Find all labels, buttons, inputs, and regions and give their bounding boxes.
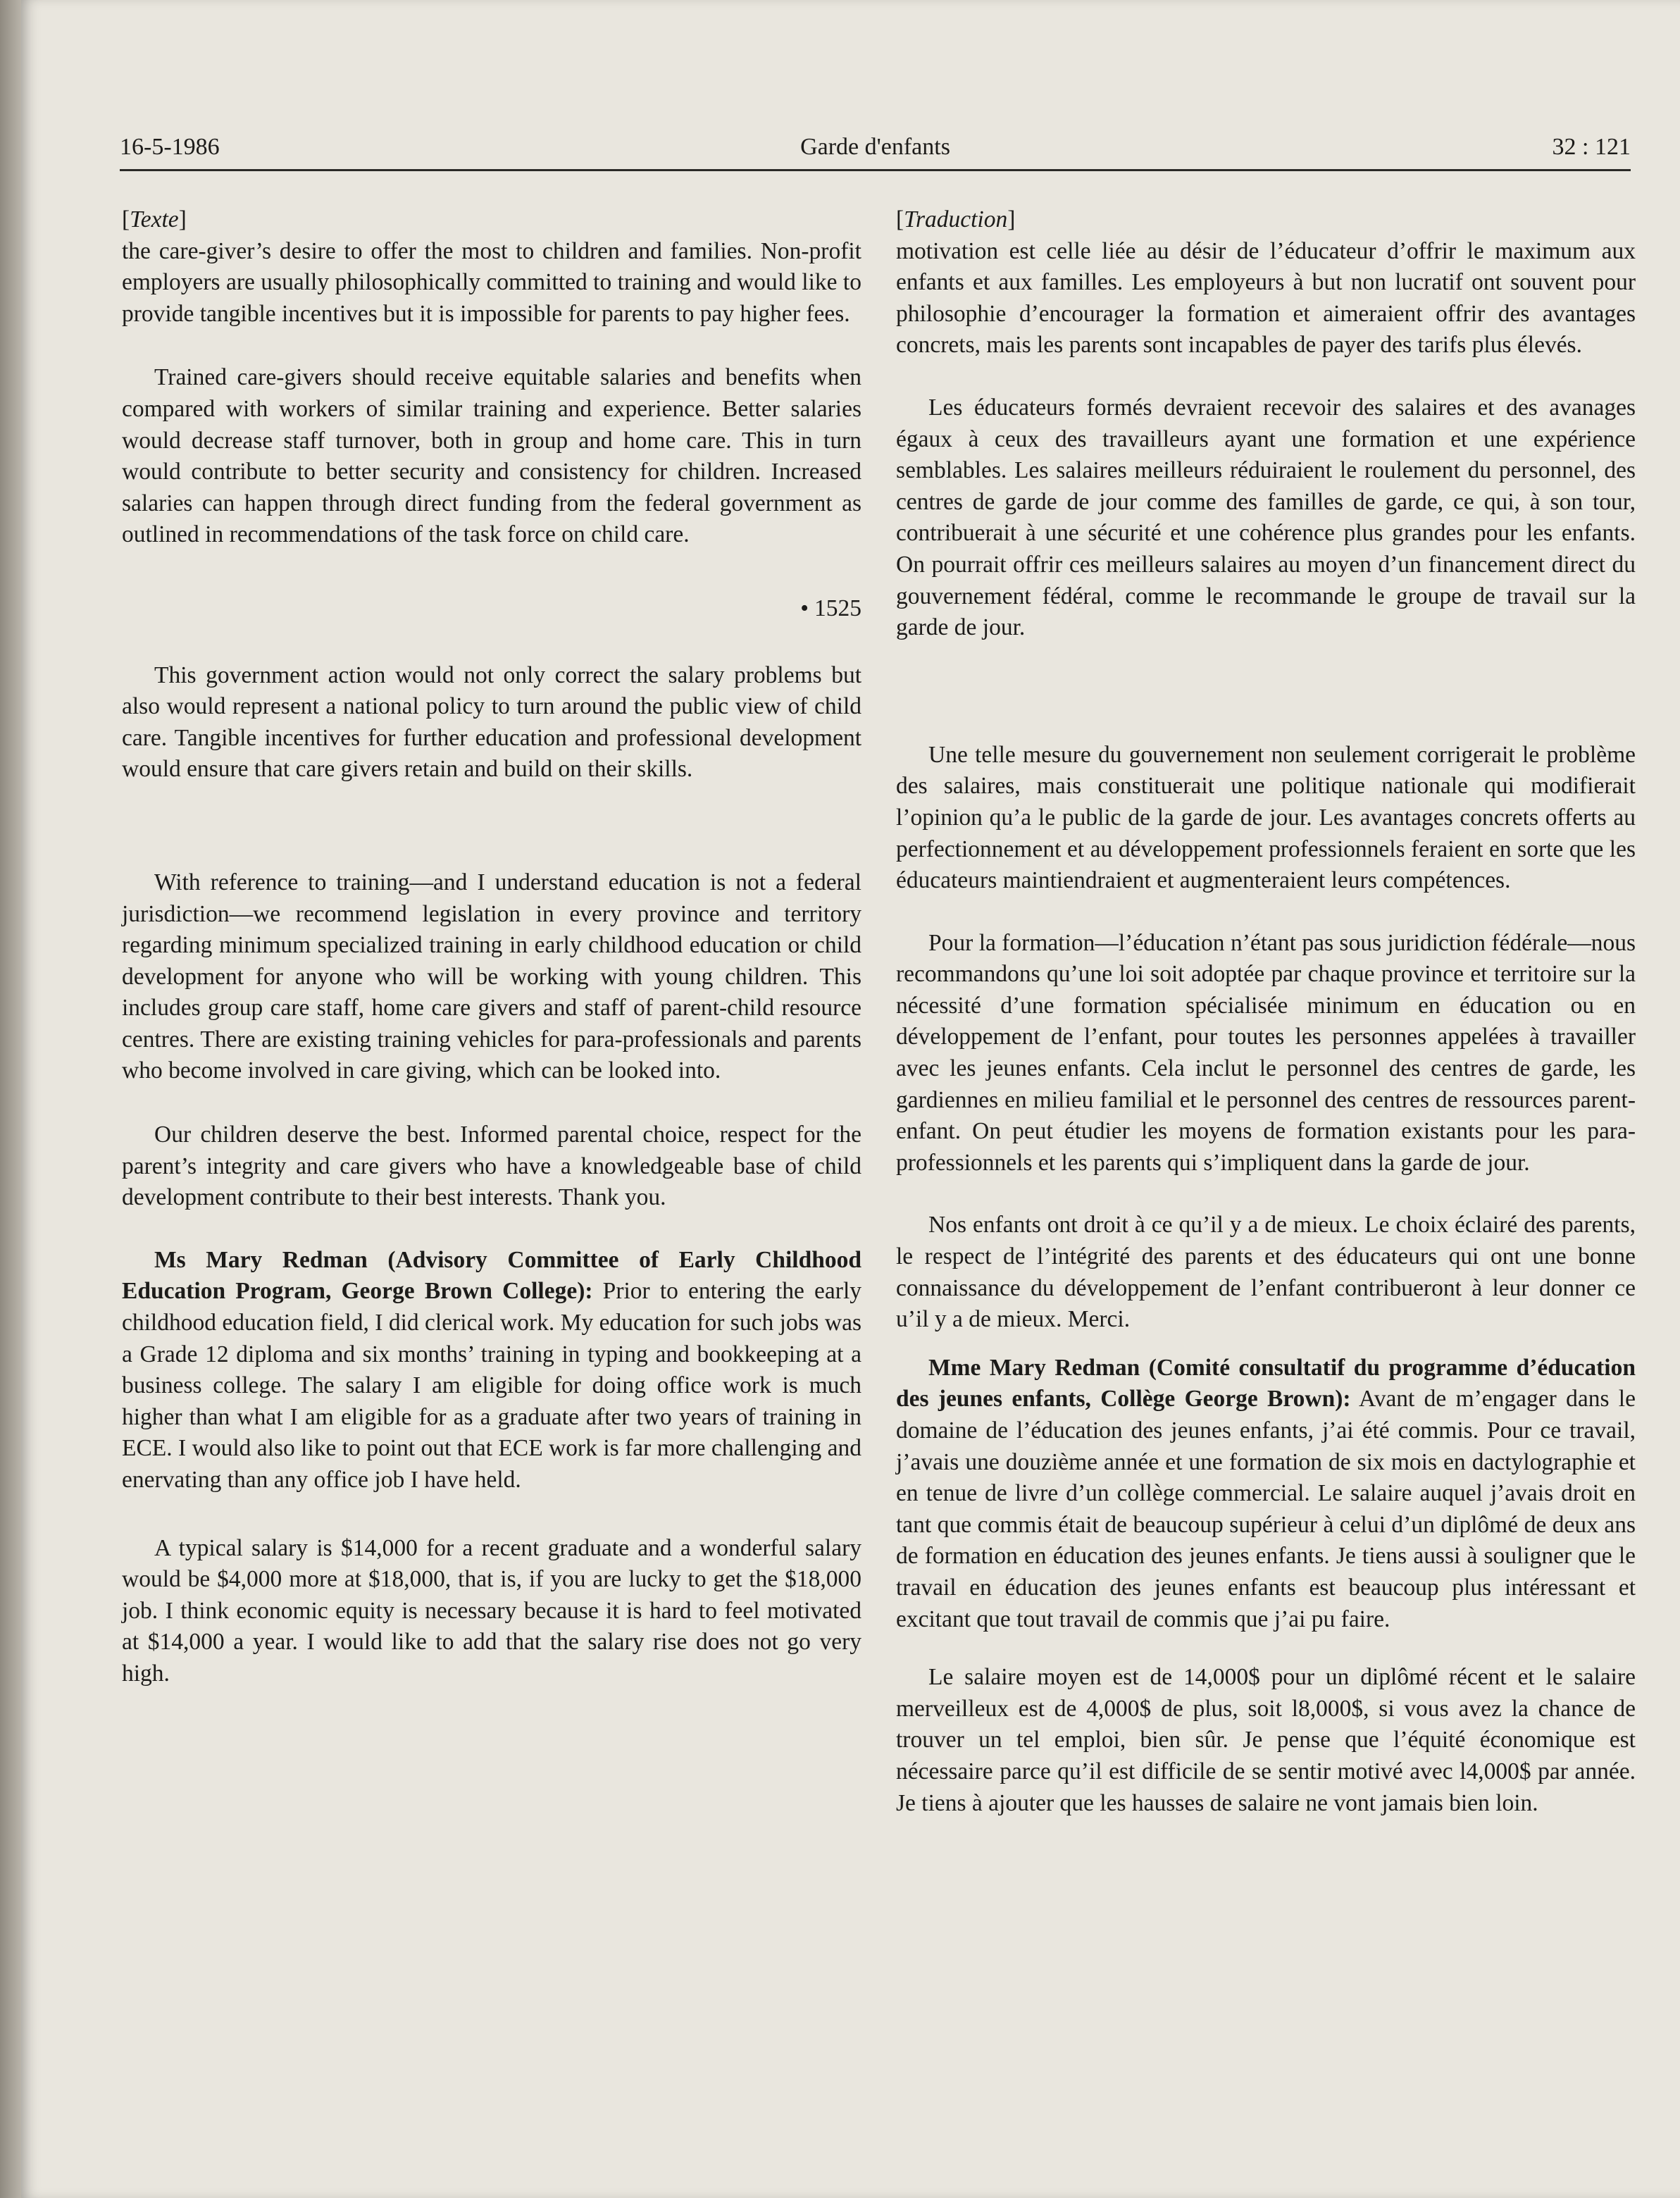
paragraph: the care-giver’s desire to offer the most to children and families. Non-profit employers are usually philosophically committed to training and would like to provide tangible incentives but it is impossible for parents to pay higher fees.: [122, 237, 861, 327]
speaker-name: Mme Mary Redman (Comité consultatif du programme d’éducation des jeunes enfants, Collège George Brown):: [896, 1354, 1636, 1412]
header-title: Garde d'enfants: [800, 134, 950, 160]
paragraph: This government action would not only correct the salary problems but also would represent a national policy to turn around the public view of child care. Tangible incentives for further education and professional development would ensure that care givers retain and build on their skills.: [122, 662, 861, 783]
speaker-name: Ms Mary Redman (Advisory Committee of Early Childhood Education Program, George Brown College):: [122, 1246, 861, 1305]
column-tag: [Traduction]: [896, 206, 1016, 232]
paragraph: With reference to training—and I understand education is not a federal jurisdiction—we recommend legislation in every province and territory regarding minimum specialized training in early childhood education or child development for anyone who will be working with young children. This includes group care staff, home care givers and staff of parent-child resource centres. There are existing training vehicles for para-professionals and parents who become involved in care giving, which can be looked into.: [122, 869, 861, 1084]
speaker-paragraph: Mme Mary Redman (Comité consultatif du programme d’éducation des jeunes enfants, Collège George Brown): Avant de m’engager dans le domaine de l’éducation des jeunes enfants, j’ai été commis. Pour ce travail, j’avais une douzième année et une formation de six mois en dactylographie et en tenue de livre d’un collège commercial. Le salaire auquel j’avais droit en tant que commis était de beaucoup supérieur à celui d’un diplômé de deux ans de formation en éducation des jeunes enfants. Je tiens aussi à souligner que le travail en éducation des jeunes enfants est beaucoup plus intéressant et excitant que tout travail de commis que j’ai pu faire.: [896, 1354, 1636, 1632]
page-binding-edge: [0, 0, 21, 2198]
speaker-paragraph: Ms Mary Redman (Advisory Committee of Early Childhood Education Program, George Brown College): Prior to entering the early childhood education field, I did clerical work. My education for such jobs was a Grade 12 diploma and six months’ training in typing and bookkeeping at a business college. The salary I am eligible for doing office work is much higher than what I am eligible for as a graduate after two years of training in ECE. I would also like to point out that ECE work is far more challenging and enervating than any office job I have held.: [122, 1246, 861, 1493]
paragraph: Nos enfants ont droit à ce qu’il y a de mieux. Le choix éclairé des parents, le respect de l’intégrité des parents et des éducateurs qui ont une bonne connaissance du développement de l’enfant contribueront à leur donner ce u’il y a de mieux. Merci.: [896, 1212, 1636, 1333]
paragraph: Une telle mesure du gouvernement non seulement corrigerait le problème des salaires, mais constituerait une politique nationale qui modifierait l’opinion qu’a le public de la garde de jour. Les avantages concrets offerts au perfectionnement et au développement professionnels feraient en sorte que les éducateurs maintiendraient et augmenteraient leurs compétences.: [896, 741, 1636, 894]
time-marker: • 1525: [800, 595, 861, 621]
column-tag: [Texte]: [122, 206, 187, 232]
paragraph: Trained care-givers should receive equitable salaries and benefits when compared with workers of similar training and experience. Better salaries would decrease staff turnover, both in group and home care. This in turn would contribute to better security and consistency for children. Increased salaries can happen through direct funding from the federal government as outlined in recommendations of the task force on child care.: [122, 364, 861, 548]
header-date: 16-5-1986: [120, 134, 220, 160]
page-header: [120, 127, 1631, 171]
paragraph: Our children deserve the best. Informed parental choice, respect for the parent’s integrity and care givers who have a knowledgeable base of child development contribute to their best interests. Thank you.: [122, 1122, 861, 1211]
paragraph: Pour la formation—l’éducation n’étant pas sous juridiction fédérale—nous recommandons qu’une loi soit adoptée par chaque province et territoire sur la nécessité d’une formation spécialisée minimum en éducation ou en développement de l’enfant, pour toutes les personnes appelées à travailler avec les jeunes enfants. Cela inclut le personnel des centres de garde, les gardiennes en milieu familial et le personnel des centres de ressources parent-enfant. On peut étudier les moyens de formation existants pour les para-professionnels et les parents qui s’impliquent dans la garde de jour.: [896, 929, 1636, 1176]
paragraph: motivation est celle liée au désir de l’éducateur d’offrir le maximum aux enfants et aux familles. Les employeurs à but non lucratif ont souvent pour philosophie d’encourager la formation et aimeraient offrir des avantages concrets, mais les parents sont incapables de payer des tarifs plus élevés.: [896, 237, 1636, 359]
paragraph: Les éducateurs formés devraient recevoir des salaires et des avanages égaux à ceux des travailleurs ayant une formation et une expérience semblables. Les salaires meilleurs réduiraient le roulement du personnel, des centres de garde de jour comme des familles de garde, ce qui, à son tour, contribuerait à une sécurité et une cohérence plus grandes pour les enfants. On pourrait offrir ces meilleurs salaires au moyen d’un financement direct du gouvernement fédéral, comme le recommande le groupe de travail sur la garde de jour.: [896, 394, 1636, 641]
paragraph: Le salaire moyen est de 14,000$ pour un diplômé récent et le salaire merveilleux est de 4,000$ de plus, soit l8,000$, si vous avez la chance de trouver un tel emploi, bien sûr. Je pense que l’équité économique est nécessaire parce qu’il est difficile de se sentir motivé avec l4,000$ par année. Je tiens à ajouter que les hausses de salaire ne vont jamais bien loin.: [896, 1664, 1636, 1816]
paragraph: A typical salary is $14,000 for a recent graduate and a wonderful salary would be $4,000 more at $18,000, that is, if you are lucky to get the $18,000 job. I think economic equity is necessary because it is hard to feel motivated at $14,000 a year. I would like to add that the salary rise does not go very high.: [122, 1534, 861, 1687]
english-column: [122, 204, 861, 1690]
header-page-number: 32 : 121: [1552, 134, 1631, 160]
french-column: [896, 204, 1636, 1819]
